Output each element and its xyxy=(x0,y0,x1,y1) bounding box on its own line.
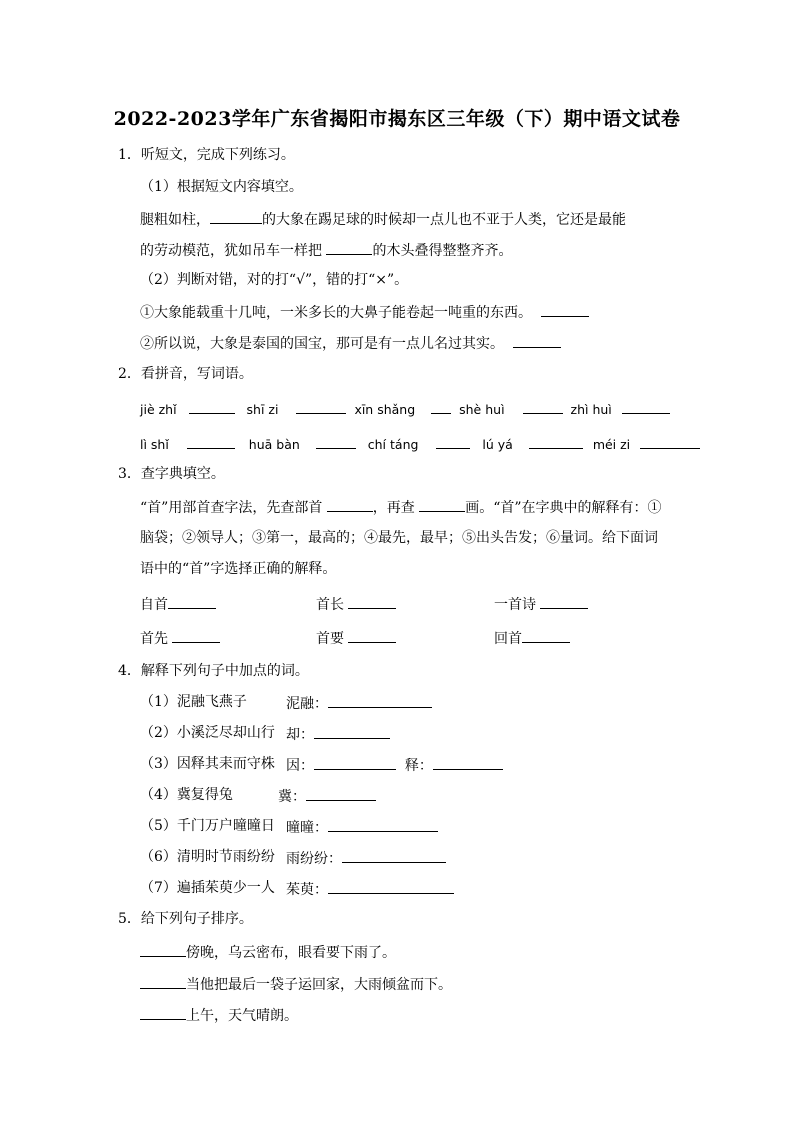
q4-answer xyxy=(286,755,503,775)
answer-blank[interactable] xyxy=(327,497,373,512)
pinyin-item: lú yá xyxy=(482,437,513,452)
q3-heading: 3．查字典填空。 xyxy=(118,466,225,482)
q1-fill-a2: 的大象在踢足球的时候却一点儿也不亚于人类，它还是最能 xyxy=(262,212,626,228)
answer-blank[interactable] xyxy=(419,497,465,512)
q1-item2 xyxy=(140,333,561,353)
q3-p3: 语中的“首”字选择正确的解释。 xyxy=(140,561,337,577)
q4-item xyxy=(140,786,233,804)
q4-item-label: 雨纷纷： xyxy=(286,851,342,867)
q5-item xyxy=(140,974,452,994)
q1-fill-line-b xyxy=(140,240,512,260)
q1-sub2: （2）判断对错，对的打“√”，错的打“×”。 xyxy=(140,272,409,288)
q3-word xyxy=(140,628,220,648)
answer-blank[interactable] xyxy=(328,817,438,832)
q3-p1b: ，再查 xyxy=(372,500,420,516)
q4-heading: 4．解释下列句子中加点的词。 xyxy=(118,663,309,679)
answer-blank[interactable] xyxy=(328,693,432,708)
q4-answer xyxy=(286,724,390,744)
q3-p1 xyxy=(140,497,662,517)
pinyin-item: jiè zhǐ xyxy=(140,402,177,417)
q4-item-label: 冀： xyxy=(278,789,306,805)
q3-word xyxy=(316,594,396,614)
q5-item-text: 傍晚，乌云密布，眼看要下雨了。 xyxy=(186,945,396,961)
q1-fill-line-a xyxy=(140,209,626,229)
q5-item-text: 上午，天气晴朗。 xyxy=(186,1008,298,1024)
pinyin-item: huā bàn xyxy=(248,437,300,452)
q5-item-text: 当他把最后一袋子运回家，大雨倾盆而下。 xyxy=(186,977,452,993)
answer-blank[interactable] xyxy=(189,399,235,414)
q4-item-text: （5）千门万户曈曈日 xyxy=(140,818,275,834)
q4-item xyxy=(140,848,275,866)
word-text: 自首 xyxy=(140,597,168,613)
answer-blank[interactable] xyxy=(210,209,262,224)
q1-item1-text: ①大象能载重十几吨，一米多长的大鼻子能卷起一吨重的东西。 xyxy=(140,305,532,321)
q4-item-label: 茱萸： xyxy=(286,882,328,898)
q2-heading: 2．看拼音，写词语。 xyxy=(118,366,253,382)
q4-answer xyxy=(286,879,454,899)
q2-row2 xyxy=(140,434,700,454)
answer-blank[interactable] xyxy=(306,786,376,801)
q4-item xyxy=(140,879,275,897)
q1-heading: 1．听短文，完成下列练习。 xyxy=(118,147,295,163)
answer-blank[interactable] xyxy=(433,755,503,770)
q4-item-label: 泥融： xyxy=(286,696,328,712)
q3-word xyxy=(494,594,588,614)
pinyin-item: lì shǐ xyxy=(140,437,169,452)
q1-sub1: （1）根据短文内容填空。 xyxy=(140,179,303,195)
q4-answer xyxy=(286,848,446,868)
answer-blank[interactable] xyxy=(314,755,396,770)
answer-blank[interactable] xyxy=(431,399,451,414)
answer-blank[interactable] xyxy=(529,434,583,449)
q4-item-label: 却： xyxy=(286,727,314,743)
q3-word xyxy=(494,628,570,648)
pinyin-item: zhì huì xyxy=(570,402,612,417)
q1-fill-b1: 的劳动模范，犹如吊车一样把 xyxy=(140,243,327,259)
page-title: 2022-2023学年广东省揭阳市揭东区三年级（下）期中语文试卷 xyxy=(113,108,681,130)
answer-blank[interactable] xyxy=(541,302,589,317)
q3-word xyxy=(140,594,216,614)
q4-item-text: （6）清明时节雨纷纷 xyxy=(140,849,275,865)
answer-blank[interactable] xyxy=(140,942,186,957)
q4-item xyxy=(140,755,275,773)
answer-blank[interactable] xyxy=(187,434,235,449)
q4-item-text: （1）泥融飞燕子 xyxy=(140,694,247,710)
answer-blank[interactable] xyxy=(348,594,396,609)
answer-blank[interactable] xyxy=(326,240,372,255)
q4-answer xyxy=(286,693,432,713)
word-text: 一首诗 xyxy=(494,597,536,613)
q4-item-text: （2）小溪泛尽却山行 xyxy=(140,725,275,741)
q1-item1 xyxy=(140,302,589,322)
q3-p1a: “首”用部首查字法，先查部首 xyxy=(140,500,327,516)
q3-p1c: 画。“首”在字典中的解释有：① xyxy=(465,500,662,516)
q5-item xyxy=(140,942,396,962)
q5-heading: 5．给下列句子排序。 xyxy=(118,911,253,927)
answer-blank[interactable] xyxy=(328,879,454,894)
q4-item xyxy=(140,693,247,711)
answer-blank[interactable] xyxy=(140,974,186,989)
word-text: 回首 xyxy=(494,631,522,647)
q2-row1 xyxy=(140,399,670,419)
q1-fill-b2: 的木头叠得整整齐齐。 xyxy=(372,243,513,259)
q4-item xyxy=(140,817,275,835)
pinyin-item: méi zi xyxy=(592,437,631,452)
pinyin-item: shè huì xyxy=(459,402,505,417)
word-text: 首先 xyxy=(140,631,168,647)
q4-item-text: （4）冀复得兔 xyxy=(140,787,233,803)
answer-blank[interactable] xyxy=(513,333,561,348)
answer-blank[interactable] xyxy=(342,848,446,863)
q4-item-label: 因： xyxy=(286,758,314,774)
answer-blank[interactable] xyxy=(316,434,356,449)
q1-fill-a1: 腿粗如柱， xyxy=(140,212,210,228)
answer-blank[interactable] xyxy=(522,628,570,643)
answer-blank[interactable] xyxy=(168,594,216,609)
q1-item2-text: ②所以说，大象是泰国的国宝，那可是有一点儿名过其实。 xyxy=(140,336,504,352)
answer-blank[interactable] xyxy=(640,434,700,449)
answer-blank[interactable] xyxy=(172,628,220,643)
word-text: 首要 xyxy=(316,631,344,647)
answer-blank[interactable] xyxy=(436,434,470,449)
pinyin-item: shī zi xyxy=(246,402,279,417)
pinyin-item: xīn shǎng xyxy=(354,402,416,417)
answer-blank[interactable] xyxy=(314,724,390,739)
answer-blank[interactable] xyxy=(540,594,588,609)
answer-blank[interactable] xyxy=(348,628,396,643)
q4-item-text: （3）因释其耒而守株 xyxy=(140,756,275,772)
q4-item-label: 曈曈： xyxy=(286,820,328,836)
pinyin-item: chí táng xyxy=(367,437,419,452)
word-text: 首长 xyxy=(316,597,344,613)
answer-blank[interactable] xyxy=(523,399,563,414)
q4-item-label: 释： xyxy=(404,758,433,774)
q4-item-text: （7）遍插茱萸少一人 xyxy=(140,880,275,896)
q4-answer xyxy=(286,817,438,837)
q3-word xyxy=(316,628,396,648)
answer-blank[interactable] xyxy=(140,1005,186,1020)
q4-answer xyxy=(278,786,376,806)
answer-blank[interactable] xyxy=(622,399,670,414)
answer-blank[interactable] xyxy=(296,399,346,414)
q5-item xyxy=(140,1005,298,1025)
q3-p2: 脑袋；②领导人；③第一，最高的；④最先，最早；⑤出头告发；⑥量词。给下面词 xyxy=(140,530,658,546)
q4-item xyxy=(140,724,275,742)
